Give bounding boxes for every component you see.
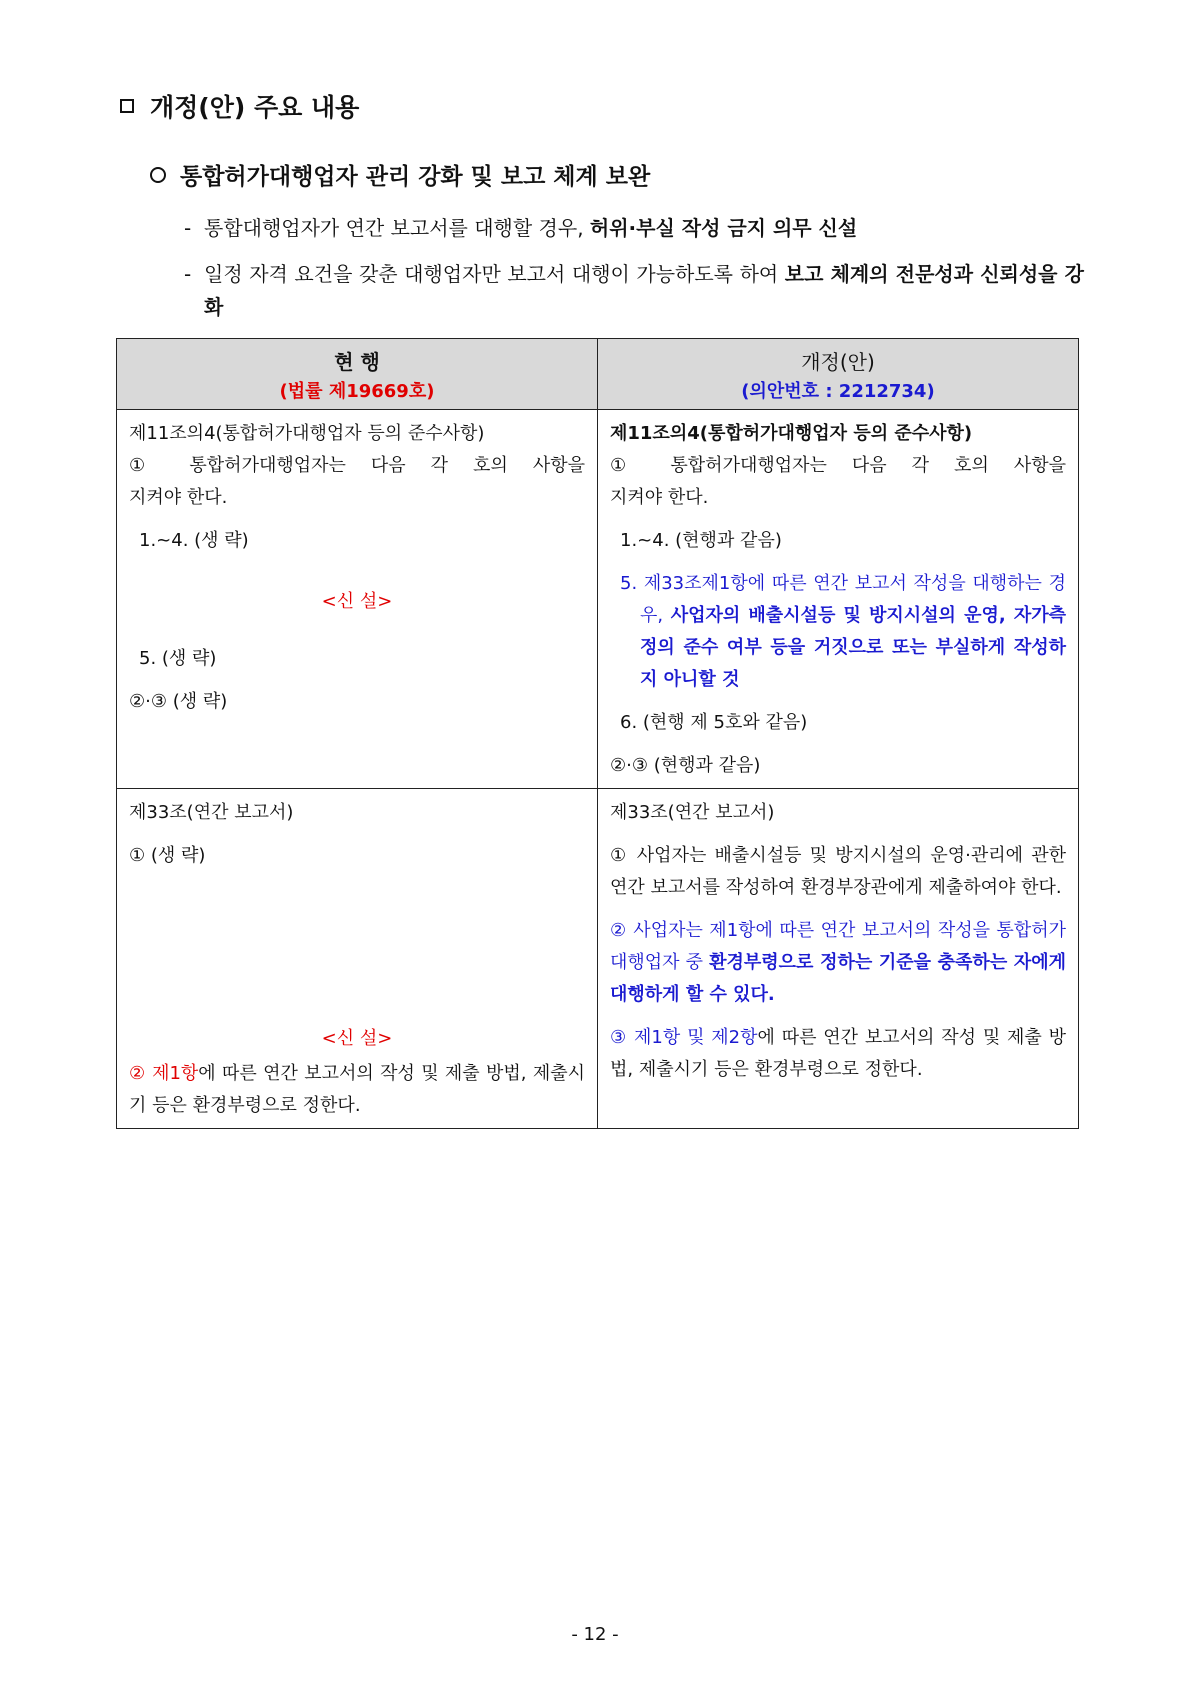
amendment-header: 개정(안) (의안번호 : 2212734) [598, 339, 1079, 410]
new-provision-marker: <신 설> [321, 591, 393, 612]
bullet-emphasis: 허위·부실 작성 금지 의무 신설 [589, 216, 858, 240]
current-law-cell: 제11조의4(통합허가대행업자 등의 준수사항) ① 통합허가대행업자는 다음 각 호의 사항을 지켜야 한다. 1.~4. (생 략) <신 설> 5. (생 략) ②·③ (생 략) [117, 410, 598, 789]
subsection-heading [150, 158, 650, 191]
table-row [117, 410, 1079, 789]
bullet-item [184, 212, 1084, 245]
section-heading-text: 개정(안) 주요 내용 [150, 93, 360, 122]
square-bullet-icon [120, 99, 134, 113]
current-law-header: 현 행 (법률 제19669호) [117, 339, 598, 410]
bullet-dash: - [184, 262, 192, 286]
table-header-row [117, 339, 1079, 410]
bullet-text: 통합대행업자가 연간 보고서를 대행할 경우, 허위·부실 작성 금지 의무 신설 [204, 216, 858, 240]
page-number: - 12 - [571, 1624, 619, 1645]
bullet-emphasis: 보고 체계의 전문성과 신뢰성을 강화 [204, 262, 1084, 319]
amendment-cell: 제11조의4(통합허가대행업자 등의 준수사항) ① 통합허가대행업자는 다음 각 호의 사항을 지켜야 한다. 1.~4. (현행과 같음) 5. 제33조제1항에 따른 연간 보고서 작성을 대행하는 경우, 사업자의 배출시설등 및 방지시설의 운영, 자가측정의 준수 여부 등을 거짓으로 또는 부실하게 작성하지 아니할 것 6. (현행 제 5호와 같음) ②·③ (현행과 같음) [598, 410, 1079, 789]
new-provision-marker: <신 설> [321, 1028, 393, 1049]
new-paragraph-2: ② 사업자는 제1항에 따른 연간 보고서의 작성을 통합허가대행업자 중 환경부령으로 정하는 기준을 충족하는 자에게 대행하게 할 수 있다. [610, 920, 1066, 1005]
subsection-heading-text: 통합허가대행업자 관리 강화 및 보고 체계 보완 [180, 164, 651, 190]
bullet-dash: - [184, 216, 192, 240]
bullet-text: 일정 자격 요건을 갖춘 대행업자만 보고서 대행이 가능하도록 하여 보고 체계의 전문성과 신뢰성을 강화 [204, 262, 1084, 319]
bullet-item [184, 258, 1084, 324]
table-row [117, 789, 1079, 1129]
current-law-cell: 제33조(연간 보고서) ① (생 략) <신 설> ② 제1항에 따른 연간 보고서의 작성 및 제출 방법, 제출시기 등은 환경부령으로 정한다. [117, 789, 598, 1129]
section-heading [120, 88, 359, 124]
new-item-5: 5. 제33조제1항에 따른 연간 보고서 작성을 대행하는 경우, 사업자의 배출시설등 및 방지시설의 운영, 자가측정의 준수 여부 등을 거짓으로 또는 부실하게 작성하지 아니할 것 [620, 573, 1066, 690]
comparison-table [116, 338, 1079, 1129]
amendment-cell: 제33조(연간 보고서) ① 사업자는 배출시설등 및 방지시설의 운영·관리에 관한 연간 보고서를 작성하여 환경부장관에게 제출하여야 한다. ② 사업자는 제1항에 따른 연간 보고서의 작성을 통합허가대행업자 중 환경부령으로 정하는 기준을 충족하는 자에게 대행하게 할 수 있다. ③ 제1항 및 제2항에 따른 연간 보고서의 작성 및 제출 방법, 제출시기 등은 환경부령으로 정한다. [598, 789, 1079, 1129]
law-number: (법률 제19669호) [279, 380, 435, 402]
bill-number: (의안번호 : 2212734) [741, 380, 935, 402]
circle-bullet-icon [150, 167, 166, 183]
